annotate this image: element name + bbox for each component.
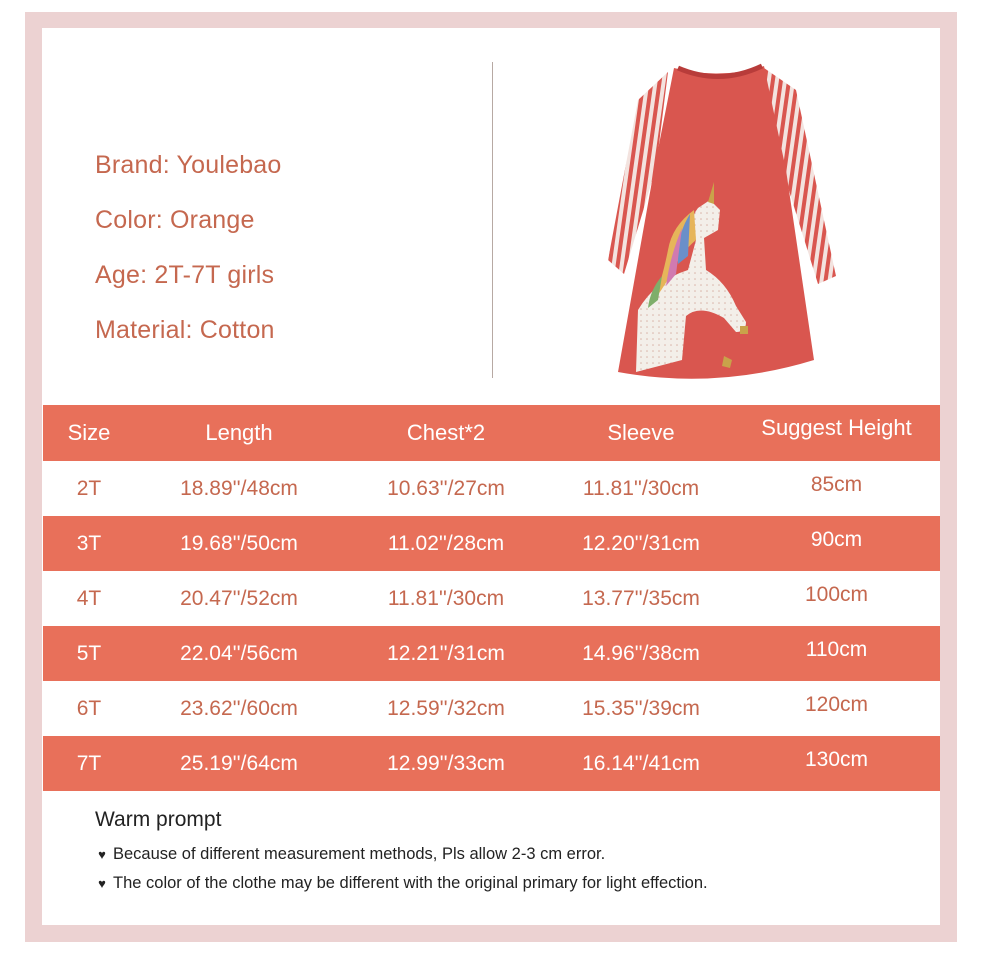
chest-cell: 10.63''/27cm	[387, 476, 505, 500]
size-cell: 6T	[76, 696, 102, 720]
size-cell: 4T	[76, 586, 102, 610]
chest-cell: 12.21''/31cm	[387, 641, 505, 665]
size-cell: 3T	[76, 531, 102, 555]
length-cell: 25.19''/64cm	[180, 751, 298, 775]
table-row	[43, 461, 940, 516]
header-size: Size	[67, 420, 111, 445]
table-row	[43, 571, 940, 626]
sleeve-cell: 12.20''/31cm	[582, 531, 700, 555]
header-suggest-height: Suggest Height	[761, 415, 912, 440]
height-cell: 90cm	[810, 528, 863, 551]
size-chart-header	[43, 405, 940, 461]
prompt-note-text: The color of the clothe may be different with the original primary for light effection.	[113, 874, 708, 892]
sleeve-cell: 16.14''/41cm	[582, 751, 700, 775]
length-cell: 22.04''/56cm	[180, 641, 298, 665]
table-row	[43, 736, 940, 791]
chest-cell: 11.02''/28cm	[387, 531, 505, 555]
height-cell: 130cm	[804, 748, 869, 771]
length-cell: 23.62''/60cm	[180, 696, 298, 720]
sleeve-cell: 14.96''/38cm	[582, 641, 700, 665]
chest-cell: 11.81''/30cm	[387, 586, 505, 610]
table-row	[43, 516, 940, 571]
spec-age: Age: 2T-7T girls	[95, 261, 275, 289]
size-cell: 5T	[76, 641, 102, 665]
product-specs	[95, 138, 282, 358]
spec-material: Material: Cotton	[95, 316, 275, 344]
prompt-note	[95, 869, 708, 898]
length-cell: 19.68''/50cm	[180, 531, 298, 555]
warm-prompt	[95, 808, 708, 898]
sleeve-cell: 11.81''/30cm	[582, 476, 700, 500]
height-cell: 120cm	[804, 693, 869, 716]
sleeve-cell: 13.77''/35cm	[582, 586, 700, 610]
height-cell: 100cm	[804, 583, 869, 606]
height-cell: 110cm	[805, 638, 868, 661]
warm-prompt-title: Warm prompt	[95, 808, 222, 831]
table-row	[43, 626, 940, 681]
sleeve-cell: 15.35''/39cm	[582, 696, 700, 720]
length-cell: 20.47''/52cm	[180, 586, 298, 610]
size-chart	[43, 405, 940, 791]
header-chest: Chest*2	[406, 420, 486, 445]
header-length: Length	[205, 420, 273, 445]
chest-cell: 12.99''/33cm	[387, 751, 505, 775]
divider	[492, 62, 493, 378]
spec-brand: Brand: Youlebao	[95, 151, 282, 179]
header-sleeve: Sleeve	[607, 420, 675, 445]
size-cell: 2T	[76, 476, 102, 500]
prompt-note	[95, 840, 708, 869]
prompt-note-text: Because of different measurement methods, Pls allow 2-3 cm error.	[113, 845, 606, 863]
height-cell: 85cm	[810, 473, 863, 496]
heart-icon: ♥	[98, 876, 106, 891]
unicorn-dress-image	[596, 60, 841, 386]
size-cell: 7T	[76, 751, 102, 775]
table-row	[43, 681, 940, 736]
length-cell: 18.89''/48cm	[180, 476, 298, 500]
spec-color: Color: Orange	[95, 206, 255, 234]
heart-icon: ♥	[98, 847, 106, 862]
chest-cell: 12.59''/32cm	[387, 696, 505, 720]
